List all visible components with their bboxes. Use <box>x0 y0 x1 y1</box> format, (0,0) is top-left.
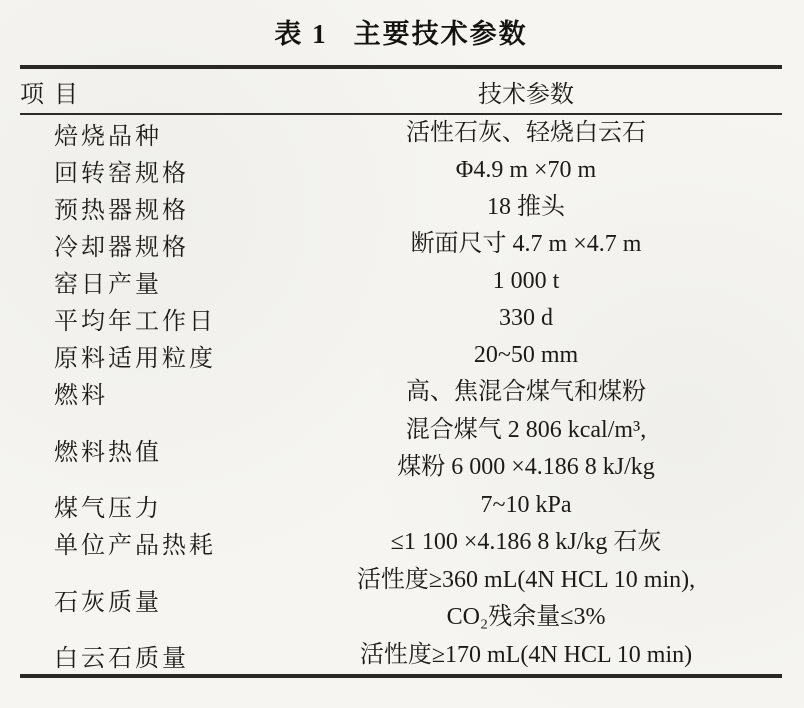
table-row <box>20 487 782 524</box>
value-line: CO₂残余量≤3% <box>446 604 606 630</box>
row-value <box>270 152 782 189</box>
table-row <box>20 300 782 337</box>
row-item-label: 原料适用粒度 <box>54 346 216 372</box>
table-row <box>20 637 782 676</box>
row-item-label: 冷却器规格 <box>54 235 189 261</box>
row-value <box>270 561 782 637</box>
column-header-item: 项目 <box>20 67 270 114</box>
value-line: 活性度≥360 mL(4N HCL 10 min), <box>356 567 696 593</box>
row-item-label: 焙烧品种 <box>54 124 162 150</box>
value-line: 1 000 t <box>492 268 560 294</box>
column-header-value: 技术参数 <box>270 67 782 114</box>
value-line: 混合煤气 2 806 kcal/m³, <box>405 417 647 443</box>
value-line: ≤1 100 ×4.186 8 kJ/kg 石灰 <box>390 529 662 555</box>
row-value <box>270 487 782 524</box>
parameters-table <box>20 65 782 678</box>
row-value <box>270 114 782 152</box>
row-value <box>270 226 782 263</box>
row-value <box>270 337 782 374</box>
table-row <box>20 561 782 637</box>
table-row <box>20 337 782 374</box>
row-item-label: 白云石质量 <box>54 646 189 672</box>
row-value <box>270 374 782 411</box>
row-value <box>270 300 782 337</box>
value-line: 活性度≥170 mL(4N HCL 10 min) <box>359 642 693 668</box>
value-line: 活性石灰、轻烧白云石 <box>406 120 646 146</box>
table-number-label: 表 1 <box>274 19 328 49</box>
table-row <box>20 114 782 152</box>
table-row <box>20 189 782 226</box>
table-row <box>20 263 782 300</box>
value-line: 330 d <box>499 305 553 331</box>
table-row <box>20 226 782 263</box>
table-title-text: 主要技术参数 <box>353 19 528 49</box>
row-item-label: 石灰质量 <box>54 589 162 616</box>
value-line: 断面尺寸 4.7 m ×4.7 m <box>410 231 642 257</box>
row-item-label: 回转窑规格 <box>54 161 189 187</box>
row-value <box>270 189 782 226</box>
row-item-label: 燃料热值 <box>54 439 162 466</box>
table-row <box>20 411 782 487</box>
row-item-label: 窑日产量 <box>54 272 162 298</box>
table-container <box>20 6 782 678</box>
row-item-label: 单位产品热耗 <box>54 533 216 559</box>
header-row <box>20 67 782 114</box>
table-row <box>20 374 782 411</box>
value-line: Φ4.9 m ×70 m <box>455 157 597 183</box>
row-item-label: 燃料 <box>54 383 108 409</box>
value-line: 7~10 kPa <box>480 492 572 518</box>
table-header <box>20 67 782 114</box>
row-value <box>270 411 782 487</box>
table-row <box>20 152 782 189</box>
row-value <box>270 263 782 300</box>
value-line: 高、焦混合煤气和煤粉 <box>406 379 646 405</box>
value-line: 20~50 mm <box>473 342 579 368</box>
table-row <box>20 524 782 561</box>
row-value <box>270 524 782 561</box>
table-title <box>20 12 782 51</box>
row-item-label: 平均年工作日 <box>54 309 216 335</box>
row-item-label: 预热器规格 <box>54 198 189 224</box>
table-body <box>20 114 782 676</box>
value-line: 煤粉 6 000 ×4.186 8 kJ/kg <box>397 454 655 480</box>
row-item-label: 煤气压力 <box>54 496 162 522</box>
row-value <box>270 637 782 676</box>
value-line: 18 推头 <box>487 194 565 220</box>
